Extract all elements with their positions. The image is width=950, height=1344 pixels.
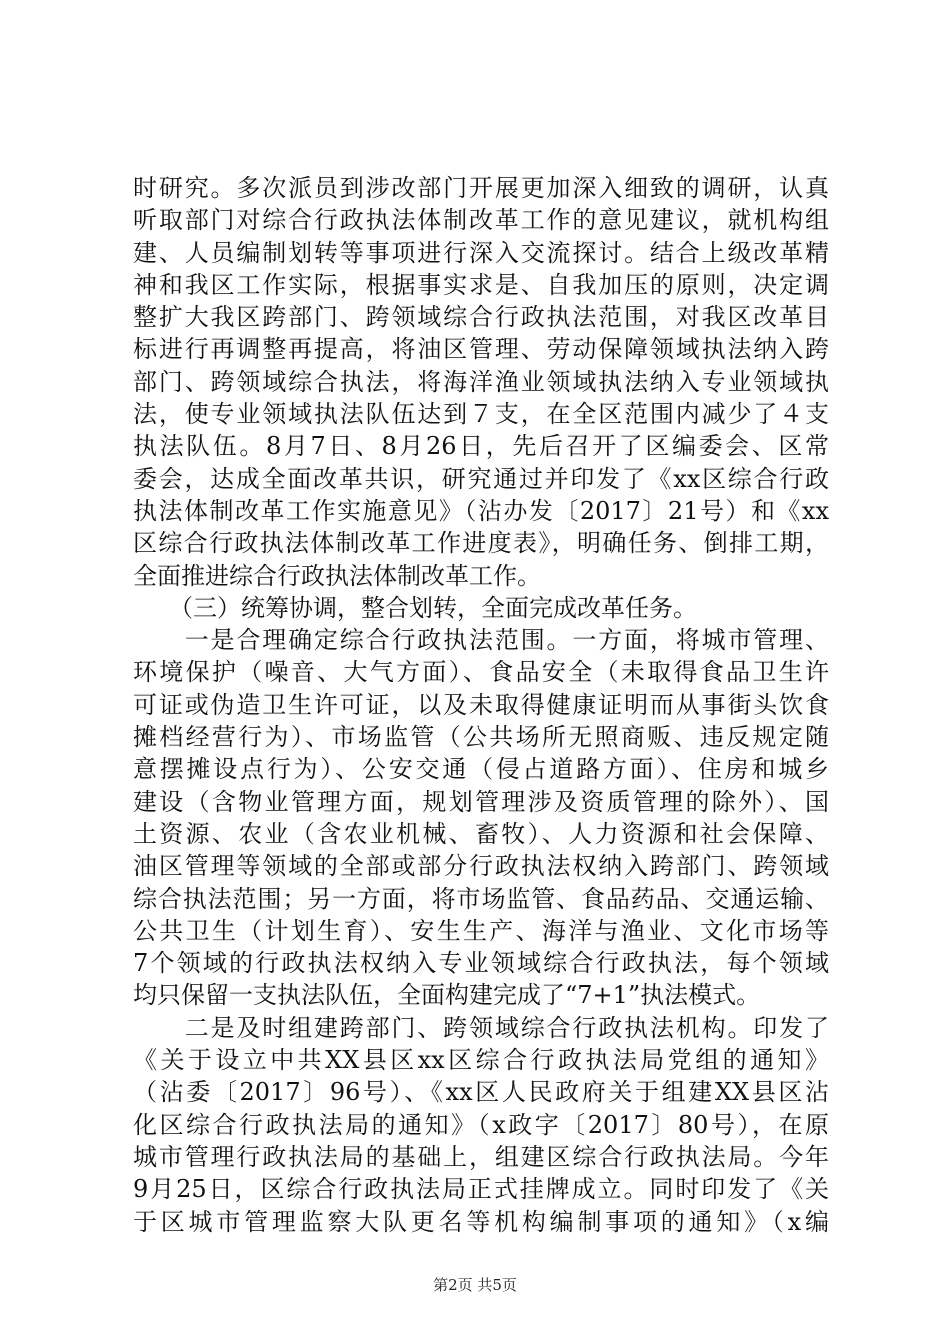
text-line: 标进行再调整再提高，将油区管理、劳动保障领域执法纳入跨 [133,335,829,364]
text-line: 委会，达成全面改革共识，研究通过并印发了《xx区综合行政 [133,464,829,493]
text-line: 意摆摊设点行为）、公安交通（侵占道路方面）、住房和城乡 [133,755,829,784]
text-line: 土资源、农业（含农业机械、畜牧）、人力资源和社会保障、 [133,819,829,848]
text-line: 听取部门对综合行政执法体制改革工作的意见建议，就机构组 [133,206,829,235]
text-line: 全面推进综合行政执法体制改革工作。 [133,561,541,590]
text-line: 摊档经营行为）、市场监管（公共场所无照商贩、违反规定随 [133,723,829,752]
text-line: 神和我区工作实际，根据事实求是、自我加压的原则，决定调 [133,270,829,299]
text-line: 一是合理确定综合行政执法范围。一方面，将城市管理、 [133,626,829,655]
text-line: （三）统筹协调，整合划转，全面完成改革任务。 [133,593,697,622]
text-line: 油区管理等领域的全部或部分行政执法权纳入跨部门、跨领域 [133,852,829,881]
text-line: 执法体制改革工作实施意见》（沾办发〔2017〕21号）和《xx [133,496,829,525]
text-line: 于区城市管理监察大队更名等机构编制事项的通知》（x编 [133,1207,829,1236]
text-line: 公共卫生（计划生育）、安生生产、海洋与渔业、文化市场等 [133,916,829,945]
text-line: 7个领域的行政执法权纳入专业领域综合行政执法，每个领域 [133,949,829,978]
text-line: 城市管理行政执法局的基础上，组建区综合行政执法局。今年 [133,1142,829,1171]
text-line: 可证或伪造卫生许可证，以及未取得健康证明而从事街头饮食 [133,690,829,719]
text-line: 9月25日，区综合行政执法局正式挂牌成立。同时印发了《关 [133,1175,829,1204]
text-line: 建设（含物业管理方面，规划管理涉及资质管理的除外）、国 [133,787,829,816]
text-line: 时研究。多次派员到涉改部门开展更加深入细致的调研，认真 [133,174,829,202]
text-line: 均只保留一支执法队伍，全面构建完成了“7+1”执法模式。 [133,981,761,1010]
text-line: 《关于设立中共XX县区xx区综合行政执法局党组的通知》 [133,1046,829,1075]
text-line: 法，使专业领域执法队伍达到７支，在全区范围内减少了４支 [133,400,829,429]
document-body [133,172,829,1238]
text-line: 环境保护（噪音、大气方面）、食品安全（未取得食品卫生许 [133,658,829,687]
text-line: 整扩大我区跨部门、跨领域综合行政执法范围，对我区改革目 [133,303,829,332]
text-line: 化区综合行政执法局的通知》（x政字〔2017〕80号），在原 [133,1110,829,1139]
text-line: 部门、跨领域综合执法，将海洋渔业领域执法纳入专业领域执 [133,367,829,396]
text-line: （沾委〔2017〕96号）、《xx区人民政府关于组建XX县区沾 [133,1078,829,1107]
text-line: 执法队伍。8月7日、8月26日，先后召开了区编委会、区常 [133,432,829,461]
text-line: 建、人员编制划转等事项进行深入交流探讨。结合上级改革精 [133,238,829,267]
text-line: 综合执法范围；另一方面，将市场监管、食品药品、交通运输、 [133,884,829,913]
page-footer: 第2页 共5页 [433,1276,517,1294]
text-line: 二是及时组建跨部门、跨领域综合行政执法机构。印发了 [133,1013,829,1042]
text-line: 区综合行政执法体制改革工作进度表》，明确任务、倒排工期， [133,529,829,558]
